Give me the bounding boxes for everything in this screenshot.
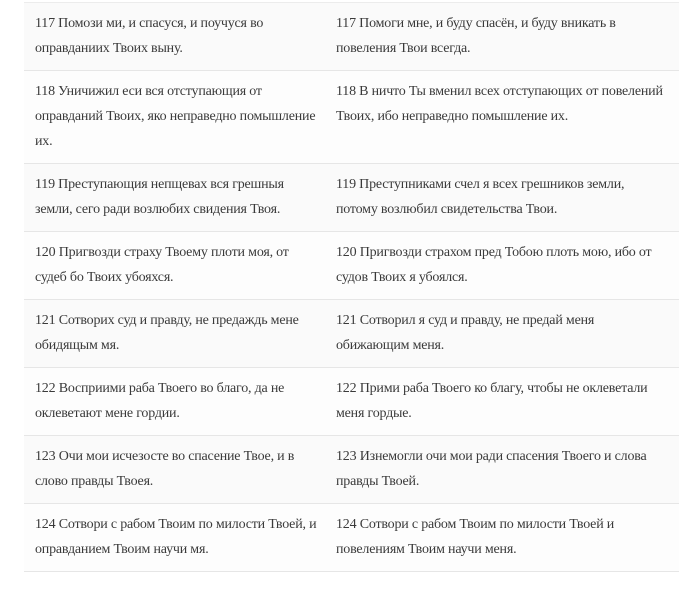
table-row (24, 368, 679, 436)
table-row (24, 232, 679, 300)
table-row (24, 164, 679, 232)
table-row (24, 504, 679, 572)
russian-verse: 117 Помоги мне, и буду спасён, и буду вникать в повеления Твои всегда. (336, 16, 616, 56)
russian-verse: 121 Сотворил я суд и правду, не предай меня обижающим меня. (336, 313, 595, 353)
slavonic-verse: 118 Уничижил еси вся отступающия от оправданий Твоих, яко неправедно помышление их. (35, 84, 316, 149)
slavonic-verse: 119 Преступающия непщевах вся грешныя земли, сего ради возлюбих свидения Твоя. (35, 177, 284, 217)
slavonic-verse: 124 Сотвори с рабом Твоим по милости Твоей, и оправданием Твоим научи мя. (35, 517, 317, 557)
slavonic-verse: 122 Восприими раба Твоего во благо, да не оклеветают мене гордии. (35, 381, 285, 421)
russian-verse: 123 Изнемогли очи мои ради спасения Твоего и слова правды Твоей. (336, 449, 647, 489)
slavonic-verse: 121 Сотворих суд и правду, не предаждь мене обидящым мя. (35, 313, 299, 353)
table-row (24, 300, 679, 368)
slavonic-verse: 123 Очи мои исчезосте во спасение Твое, и в слово правды Твоея. (35, 449, 295, 489)
russian-verse: 124 Сотвори с рабом Твоим по милости Твоей и повелениям Твоим научи меня. (336, 517, 615, 557)
russian-verse: 119 Преступниками счел я всех грешников земли, потому возлюбил свидетельства Твои. (336, 177, 625, 217)
slavonic-verse: 120 Пригвозди страху Твоему плоти моя, от судеб бо Твоих убояхся. (35, 245, 289, 285)
russian-verse: 118 В ничто Ты вменил всех отступающих от повелений Твоих, ибо неправедно помышление их. (336, 84, 663, 124)
slavonic-verse: 117 Помози ми, и спасуся, и поучуся во оправданиих Твоих выну. (35, 16, 264, 56)
verse-table (24, 2, 679, 572)
table-row (24, 71, 679, 164)
table-row (24, 436, 679, 504)
table-row (24, 3, 679, 71)
russian-verse: 120 Пригвозди страхом пред Тобою плоть мою, ибо от судов Твоих я убоялся. (336, 245, 652, 285)
russian-verse: 122 Прими раба Твоего ко благу, чтобы не оклеветали меня гордые. (336, 381, 648, 421)
